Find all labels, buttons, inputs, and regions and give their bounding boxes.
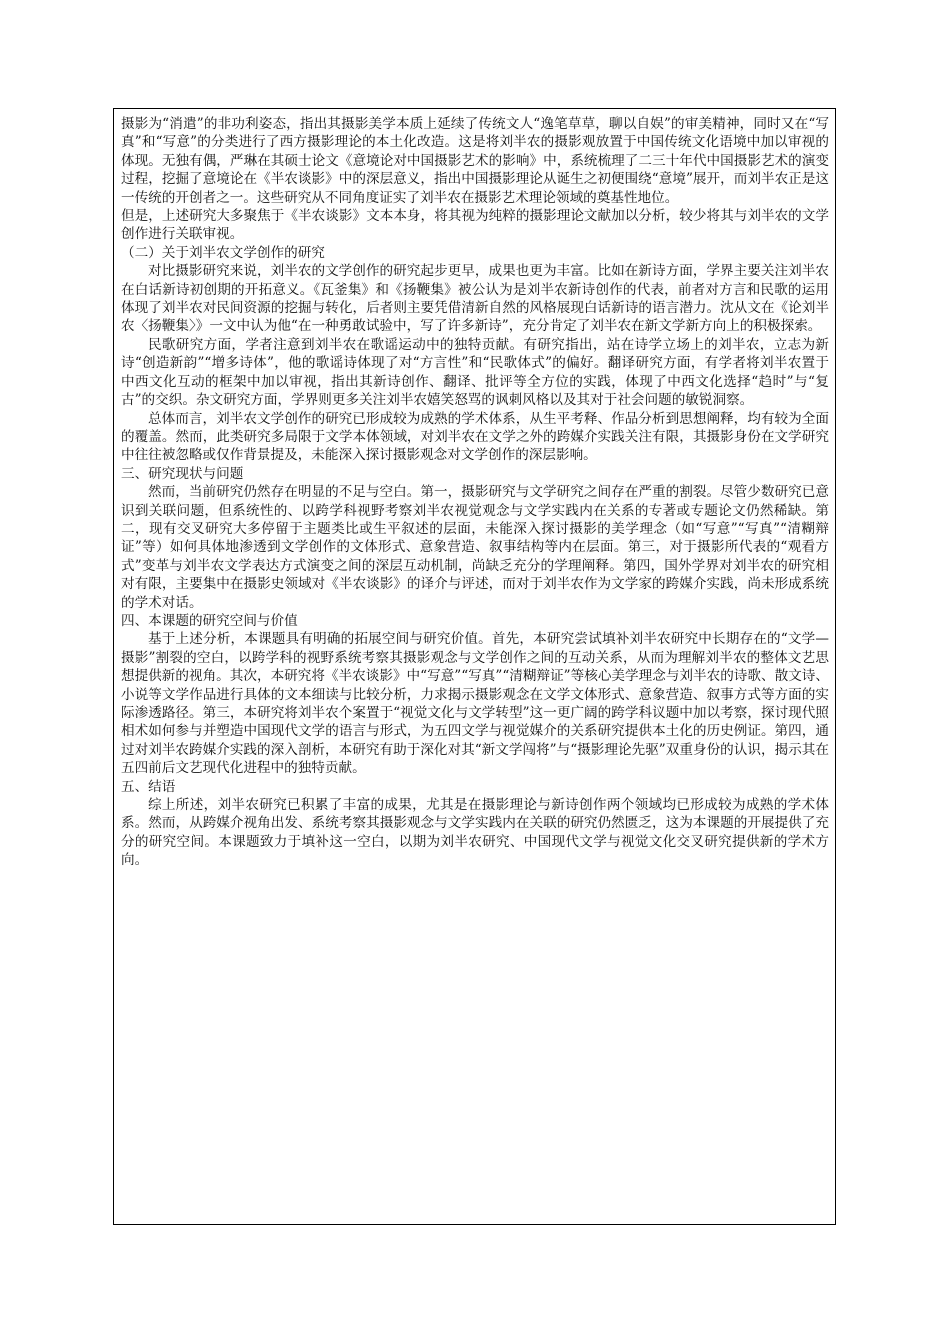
paragraph-problems: 然而，当前研究仍然存在明显的不足与空白。第一，摄影研究与文学研究之间存在严重的割裂。尽管少数研究已意识到关联问题，但系统性的、以跨学科视野考察刘半农视觉观念与文学实践内在关系的专著或专题论文仍然稀缺。第二，现有交叉研究大多停留于主题类比或生平叙述的层面，未能深入探讨摄影的美学理念（如“写意”“写真”“清糊辩证”等）如何具体地渗透到文学创作的文体形式、意象营造、叙事结构等内在层面。第三，对于摄影所代表的“观看方式”变革与刘半农文学表达方式演变之间的深层互动机制，尚缺乏充分的学理阐释。第四，国外学界对刘半农的研究相对有限，主要集中在摄影史领域对《半农谈影》的译介与评述，而对于刘半农作为文学家的跨媒介实践，尚未形成系统的学术对话。 [121,484,829,611]
section-heading-conclusion: 五、结语 [121,778,176,795]
paragraph-new-poetry: 对比摄影研究来说，刘半农的文学创作的研究起步更早，成果也更为丰富。比如在新诗方面，学界主要关注刘半农在白话新诗初创期的开拓意义。《瓦釜集》和《扬鞭集》被公认为是刘半农新诗创作的代表，前者对方言和民歌的运用体现了刘半农对民间资源的挖掘与转化，后者则主要凭借清新自然的风格展现白话新诗的语言潜力。沈从文在《论刘半农〈扬鞭集〉》一文中认为他“在一种勇敢试验中，写了许多新诗”，充分肯定了刘半农在新文学新方向上的积极探索。 [121,263,829,335]
section-heading-research-value: 四、本课题的研究空间与价值 [121,612,298,629]
paragraph-photography-continued: 摄影为“消遣”的非功利姿态，指出其摄影美学本质上延续了传统文人“逸笔草草，聊以自娱”的审美精神，同时又在“写真”和“写意”的分类进行了西方摄影理论的本土化改造。这是将刘半农的摄影观放置于中国传统文化语境中加以审视的体现。无独有偶，严琳在其硕士论文《意境论对中国摄影艺术的影响》中，系统梳理了二三十年代中国摄影艺术的演变过程，挖掘了意境论在《半农谈影》中的深层意义，指出中国摄影理论从诞生之初便围绕“意境”展开，而刘半农正是这一传统的开创者之一。这些研究从不同角度证实了刘半农在摄影艺术理论领域的奠基性地位。 [121,116,829,206]
paragraph-literary-summary: 总体而言，刘半农文学创作的研究已形成较为成熟的学术体系，从生平考释、作品分析到思想阐释，均有较为全面的覆盖。然而，此类研究多局限于文学本体领域，对刘半农在文学之外的跨媒介实践关注有限，其摄影身份在文学研究中往往被忽略或仅作背景提及，未能深入探讨摄影观念对文学创作的深层影响。 [121,410,829,464]
paragraph-folk-song: 民歌研究方面，学者注意到刘半农在歌谣运动中的独特贡献。有研究指出，站在诗学立场上的刘半农，立志为新诗“创造新韵”“增多诗体”，他的歌谣诗体现了对“方言性”和“民歌体式”的偏好。翻译研究方面，有学者将刘半农置于中西文化互动的框架中加以审视，指出其新诗创作、翻译、批评等全方位的实践，体现了中西文化选择“趋时”与“复古”的交织。杂文研究方面，学界则更多关注刘半农嬉笑怒骂的讽刺风格以及其对于社会问题的敏锐洞察。 [121,336,829,409]
paragraph-research-limitation: 但是，上述研究大多聚焦于《半农谈影》文本本身，将其视为纯粹的摄影理论文献加以分析，较少将其与刘半农的文学创作进行关联审视。 [121,208,829,243]
section-heading-literary-research: （二）关于刘半农文学创作的研究 [121,244,325,261]
section-heading-status-problems: 三、研究现状与问题 [121,465,244,482]
paragraph-research-value: 基于上述分析，本课题具有明确的拓展空间与研究价值。首先，本研究尝试填补刘半农研究中长期存在的“文学—摄影”割裂的空白，以跨学科的视野系统考察其摄影观念与文学创作之间的互动关系，从而为理解刘半农的整体文艺思想提供新的视角。其次，本研究将《半农谈影》中“写意”“写真”“清糊辩证”等核心美学理念与刘半农的诗歌、散文诗、小说等文学作品进行具体的文本细读与比较分析，力求揭示摄影观念在文学文体形式、意象营造、叙事方式等方面的实际渗透路径。第三，本研究将刘半农个案置于“视觉文化与文学转型”这一更广阔的跨学科议题中加以考察，探讨现代照相术如何参与并塑造中国现代文学的语言与形式，为五四文学与视觉媒介的关系研究提供本土化的历史例证。第四，通过对刘半农跨媒介实践的深入剖析，本研究有助于深化对其“新文学闯将”与“摄影理论先驱”双重身份的认识，揭示其在五四前后文艺现代化进程中的独特贡献。 [121,631,829,777]
document-frame [113,108,836,1225]
paragraph-conclusion: 综上所述，刘半农研究已积累了丰富的成果，尤其是在摄影理论与新诗创作两个领域均已形成较为成熟的学术体系。然而，从跨媒介视角出发、系统考察其摄影观念与文学实践内在关联的研究仍然匮乏，这为本课题的开展提供了充分的研究空间。本课题致力于填补这一空白，以期为刘半农研究、中国现代文学与视觉文化交叉研究提供新的学术方向。 [121,797,829,869]
